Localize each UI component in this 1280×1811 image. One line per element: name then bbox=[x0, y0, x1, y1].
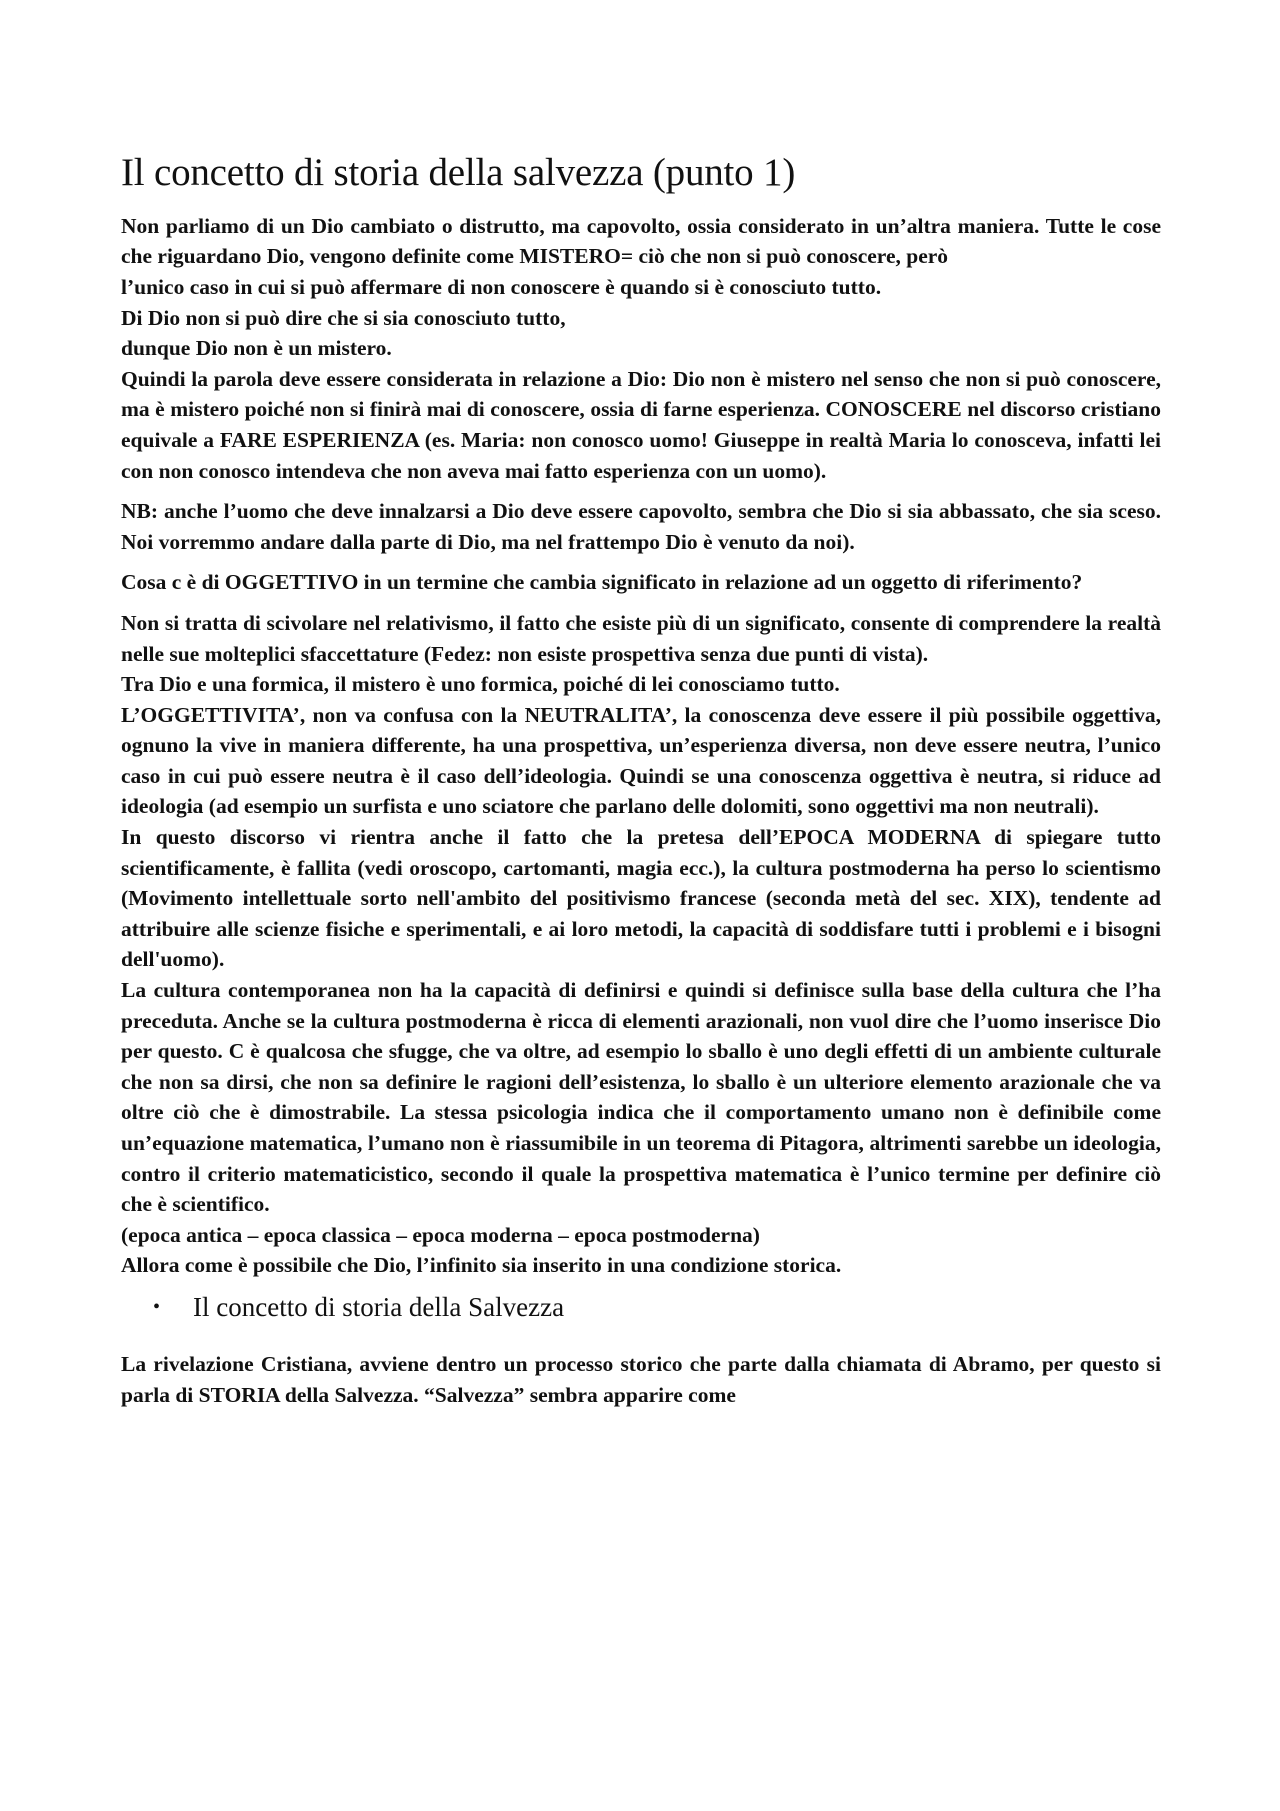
bullet-icon: • bbox=[153, 1295, 161, 1318]
paragraph-line: Allora come è possibile che Dio, l’infinito sia inserito in una condizione storica. bbox=[121, 1253, 842, 1278]
paragraph-oggettivo-question: Cosa c è di OGGETTIVO in un termine che cambia significato in relazione ad un oggetto di riferimento? bbox=[121, 570, 1083, 595]
spacer bbox=[121, 486, 1161, 496]
spacer bbox=[121, 557, 1161, 567]
spacer bbox=[121, 598, 1161, 608]
paragraph-line: Di Dio non si può dire che si sia conosciuto tutto, bbox=[121, 305, 566, 330]
spacer bbox=[121, 1327, 1161, 1349]
paragraph-line: (epoca antica – epoca classica – epoca moderna – epoca postmoderna) bbox=[121, 1222, 760, 1247]
paragraph-line: In questo discorso vi rientra anche il fatto che la pretesa dell’EPOCA MODERNA di spiegare tutto scientificamente, è fallita (vedi oroscopo, cartomanti, magia ecc.), la cultura postmoderna ha perso lo scientismo (Movimento intellettuale sorto nell'ambito del positivismo francese (seconda metà del sec. XIX), tendente ad attribuire alle scienze fisiche e sperimentali, e ai loro metodi, la capacità di soddisfare tutti i problemi e i bisogni dell'uomo). bbox=[121, 825, 1161, 972]
section-heading: Il concetto di storia della Salvezza bbox=[193, 1291, 565, 1322]
paragraph-nb: NB: anche l’uomo che deve innalzarsi a Dio deve essere capovolto, sembra che Dio si sia abbassato, che sia sceso. Noi vorremmo andare dalla parte di Dio, ma nel frattempo Dio è venuto da noi). bbox=[121, 499, 1161, 554]
paragraph-line: L’OGGETTIVITA’, non va confusa con la NEUTRALITA’, la conoscenza deve essere il più possibile oggettiva, ognuno la vive in maniera differente, ha una prospettiva, un’esperienza diversa, non deve essere neutra, l’unico caso in cui può essere neutra è il caso dell’ideologia. Quindi se una conoscenza oggettiva è neutra, si riduce ad ideologia (ad esempio un surfista e uno sciatore che parlano delle dolomiti, sono oggettivi ma non neutrali). bbox=[121, 702, 1161, 819]
paragraph-line: l’unico caso in cui si può affermare di non conoscere è quando si è conosciuto tutto. bbox=[121, 274, 882, 299]
paragraph-line: Tra Dio e una formica, il mistero è uno formica, poiché di lei conosciamo tutto. bbox=[121, 672, 840, 697]
paragraph-line: Non si tratta di scivolare nel relativismo, il fatto che esiste più di un significato, consente di comprendere la realtà nelle sue molteplici sfaccettature (Fedez: non esiste prospettiva senza due punti di vista). bbox=[121, 610, 1161, 666]
bullet-list-item bbox=[153, 1287, 1161, 1327]
paragraph-line: Non parliamo di un Dio cambiato o distrutto, ma capovolto, ossia considerato in un’altra maniera. Tutte le cose che riguardano Dio, vengono definite come MISTERO= ciò che non si può conoscere, però bbox=[121, 213, 1161, 269]
paragraph-rivelazione: La rivelazione Cristiana, avviene dentro un processo storico che parte dalla chiamata di Abramo, per questo si parla di STORIA della Salvezza. “Salvezza” sembra apparire come bbox=[121, 1351, 1161, 1407]
document-page bbox=[121, 150, 1161, 1410]
paragraph-line: La cultura contemporanea non ha la capacità di definirsi e quindi si definisce sulla base della cultura che l’ha preceduta. Anche se la cultura postmoderna è ricca di elementi arazionali, non vuol dire che l’uomo inserisce Dio per questo. C è qualcosa che sfugge, che va oltre, ad esempio lo sballo è uno degli effetti di un ambiente culturale che non sa dirsi, che non sa definire le ragioni dell’esistenza, lo sballo è un ulteriore elemento arazionale che va oltre ciò che è dimostrabile. La stessa psicologia indica che il comportamento umano non è definibile come un’equazione matematica, l’umano non è riassumibile in un teorema di Pitagora, altrimenti sarebbe un ideologia, contro il criterio matematicistico, secondo il quale la prospettiva matematica è l’unico termine per definire ciò che è scientifico. bbox=[121, 978, 1161, 1217]
page-title: Il concetto di storia della salvezza (punto 1) bbox=[121, 151, 796, 194]
paragraph-line: dunque Dio non è un mistero. bbox=[121, 336, 392, 361]
paragraph-line: Quindi la parola deve essere considerata in relazione a Dio: Dio non è mistero nel senso che non si può conoscere, ma è mistero poiché non si finirà mai di conoscere, ossia di farne esperienza. CONOSCERE nel discorso cristiano equivale a FARE ESPERIENZA (es. Maria: non conosco uomo! Giuseppe in realtà Maria lo conosceva, infatti lei con non conosco intendeva che non aveva mai fatto esperienza con un uomo). bbox=[121, 366, 1161, 483]
paragraph-mistero bbox=[121, 211, 1161, 486]
paragraph-relativismo bbox=[121, 608, 1161, 1281]
